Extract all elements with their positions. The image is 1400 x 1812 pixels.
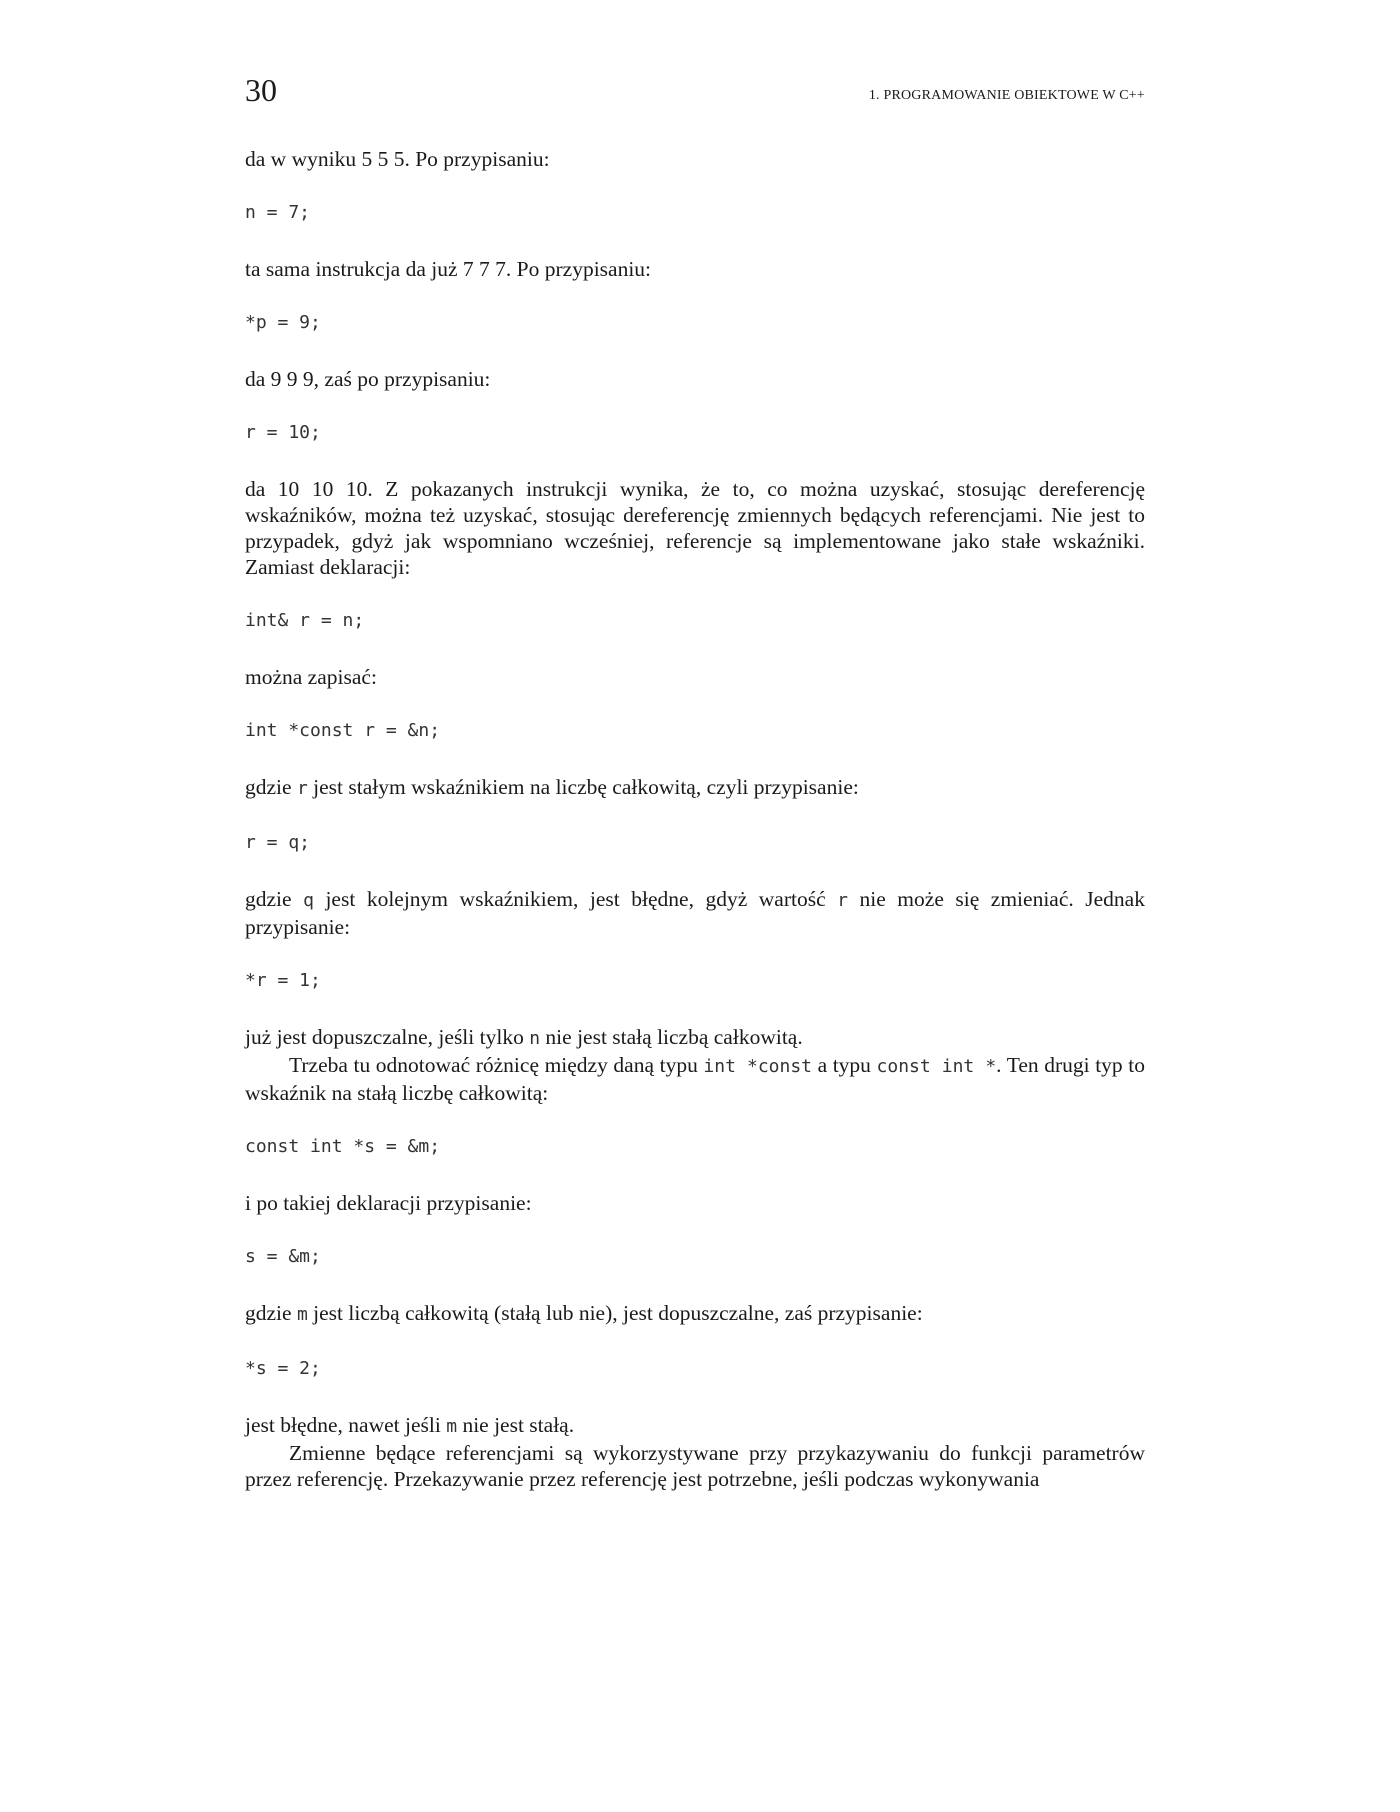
text-run: jest stałym wskaźnikiem na liczbę całkowitą, czyli przypisanie:	[307, 775, 859, 799]
inline-code: m	[296, 1304, 308, 1325]
text-run: nie jest stałą.	[457, 1413, 575, 1437]
inline-code: int *const	[703, 1056, 812, 1077]
paragraph-8	[245, 1024, 1145, 1052]
paragraph-1: da w wyniku 5 5 5. Po przypisaniu:	[245, 147, 550, 171]
paragraph-10: i po takiej deklaracji przypisanie:	[245, 1191, 532, 1215]
text-run: gdzie	[245, 775, 297, 799]
paragraph-12	[245, 1412, 1145, 1440]
text-run: jest liczbą całkowitą (stałą lub nie), jest dopuszczalne, zaś przypisanie:	[307, 1301, 923, 1325]
code-line-10: *s = 2;	[245, 1358, 321, 1379]
running-head: 1. PROGRAMOWANIE OBIEKTOWE W C++	[868, 88, 1145, 103]
inline-code: r	[837, 890, 848, 911]
text-run: nie może się zmieniać. Jednak przypisanie:	[245, 887, 1145, 939]
text-run: Trzeba tu odnotować różnicę między daną typu	[289, 1053, 704, 1077]
paragraph-5: można zapisać:	[245, 665, 377, 689]
inline-code: const int *	[876, 1056, 997, 1077]
code-line-9: s = &m;	[245, 1246, 321, 1267]
inline-code: r	[296, 778, 308, 799]
paragraph-2: ta sama instrukcja da już 7 7 7. Po przypisaniu:	[245, 257, 652, 281]
paragraph-7	[245, 886, 1145, 940]
text-run: gdzie	[245, 887, 304, 911]
inline-code: n	[529, 1028, 541, 1049]
code-line-1: n = 7;	[245, 202, 311, 223]
inline-code: m	[446, 1416, 458, 1437]
paragraph-13: Zmienne będące referencjami są wykorzystywane przy przykazywaniu do funkcji parametrów przez referencję. Przekazywanie przez referencję jest potrzebne, jeśli podczas wykonywania	[245, 1441, 1145, 1491]
paragraph-3: da 9 9 9, zaś po przypisaniu:	[245, 367, 491, 391]
code-line-3: r = 10;	[245, 422, 321, 443]
paragraph-4: da 10 10 10. Z pokazanych instrukcji wynika, że to, co można uzyskać, stosując dereferencję wskaźników, można też uzyskać, stosując dereferencję zmiennych będących referencjami. Nie jest to przypadek, gdyż jak wspomniano wcześniej, referencje są implementowane jako stałe wskaźniki. Zamiast deklaracji:	[245, 477, 1145, 579]
page-number: 30	[245, 72, 277, 108]
text-run: a typu	[812, 1053, 877, 1077]
paragraph-9	[245, 1052, 1145, 1106]
code-line-2: *p = 9;	[245, 312, 321, 333]
code-line-6: r = q;	[245, 832, 311, 853]
text-run: . Ten drugi typ to wskaźnik na stałą liczbę całkowitą:	[245, 1053, 1145, 1105]
code-line-5: int *const r = &n;	[245, 720, 441, 741]
code-line-7: *r = 1;	[245, 970, 321, 991]
text-run: jest błędne, nawet jeśli	[245, 1413, 447, 1437]
text-run: jest kolejnym wskaźnikiem, jest błędne, gdyż wartość	[313, 887, 838, 911]
page-body	[245, 146, 1145, 1492]
text-run: już jest dopuszczalne, jeśli tylko	[245, 1025, 530, 1049]
paragraph-11	[245, 1300, 1145, 1328]
paragraph-6	[245, 774, 1145, 802]
code-line-8: const int *s = &m;	[245, 1136, 441, 1157]
text-run: nie jest stałą liczbą całkowitą.	[540, 1025, 803, 1049]
code-line-4: int& r = n;	[245, 610, 365, 631]
text-run: gdzie	[245, 1301, 297, 1325]
inline-code: q	[303, 890, 314, 911]
